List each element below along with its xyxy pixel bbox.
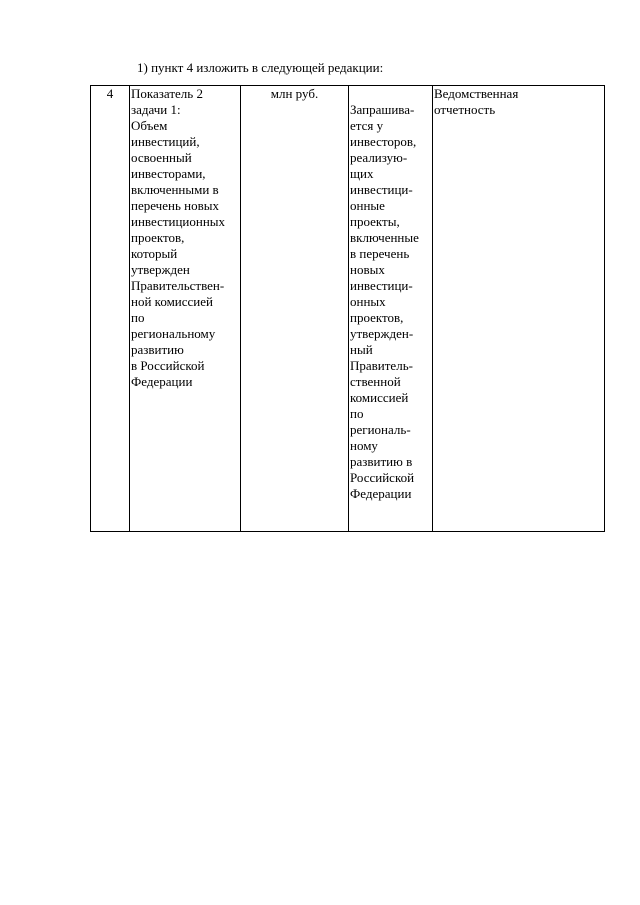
method-line: Правитель- [350, 358, 413, 373]
indicator-table [90, 85, 605, 532]
method-line: онных [350, 294, 386, 309]
indicator-text [131, 86, 239, 390]
method-line: Федерации [350, 486, 412, 501]
indicator-line: освоенный [131, 150, 192, 165]
indicator-line: включенными в [131, 182, 219, 197]
method-line: ный [350, 342, 373, 357]
method-text [350, 102, 431, 502]
method-line: щих [350, 166, 374, 181]
source-cell [433, 86, 605, 532]
indicator-line: Федерации [131, 374, 193, 389]
indicator-line: инвестиций, [131, 134, 200, 149]
method-line: онные [350, 198, 385, 213]
method-line: реализую- [350, 150, 408, 165]
method-line: инвестици- [350, 278, 413, 293]
source-line: Ведомственная [434, 86, 519, 101]
method-line: региональ- [350, 422, 411, 437]
source-line: отчетность [434, 102, 496, 117]
indicator-line: Объем [131, 118, 168, 133]
method-cell [349, 86, 433, 532]
indicator-cell [130, 86, 241, 532]
indicator-line: развитию [131, 342, 184, 357]
method-line: по [350, 406, 364, 421]
method-line: ному [350, 438, 378, 453]
method-line: в перечень [350, 246, 410, 261]
indicator-line: инвесторами, [131, 166, 206, 181]
indicator-line: ной комиссией [131, 294, 213, 309]
method-line: Запрашива- [350, 102, 415, 117]
indicator-line: инвестиционных [131, 214, 226, 229]
method-line: проектов, [350, 310, 404, 325]
method-line: развитию в [350, 454, 413, 469]
indicator-line: в Российской [131, 358, 205, 373]
method-line: комиссией [350, 390, 409, 405]
method-line: ется у [350, 118, 384, 133]
indicator-line: утвержден [131, 262, 190, 277]
indicator-line: по [131, 310, 145, 325]
method-line: утвержден- [350, 326, 414, 341]
method-line: проекты, [350, 214, 400, 229]
method-line: инвестици- [350, 182, 413, 197]
method-line: инвесторов, [350, 134, 417, 149]
indicator-line: который [131, 246, 178, 261]
method-line: включенные [350, 230, 419, 245]
source-text [434, 86, 603, 118]
indicator-line: Правительствен- [131, 278, 225, 293]
method-line: Российской [350, 470, 415, 485]
method-line: новых [350, 262, 385, 277]
intro-text: 1) пункт 4 изложить в следующей редакции: [137, 60, 384, 75]
row-number: 4 [91, 86, 130, 532]
indicator-line: задачи 1: [131, 102, 181, 117]
table-row [91, 86, 605, 532]
method-line: ственной [350, 374, 401, 389]
unit-cell: млн руб. [241, 86, 349, 532]
indicator-line: региональному [131, 326, 216, 341]
indicator-line: проектов, [131, 230, 185, 245]
indicator-line: перечень новых [131, 198, 219, 213]
indicator-line: Показатель 2 [131, 86, 203, 101]
